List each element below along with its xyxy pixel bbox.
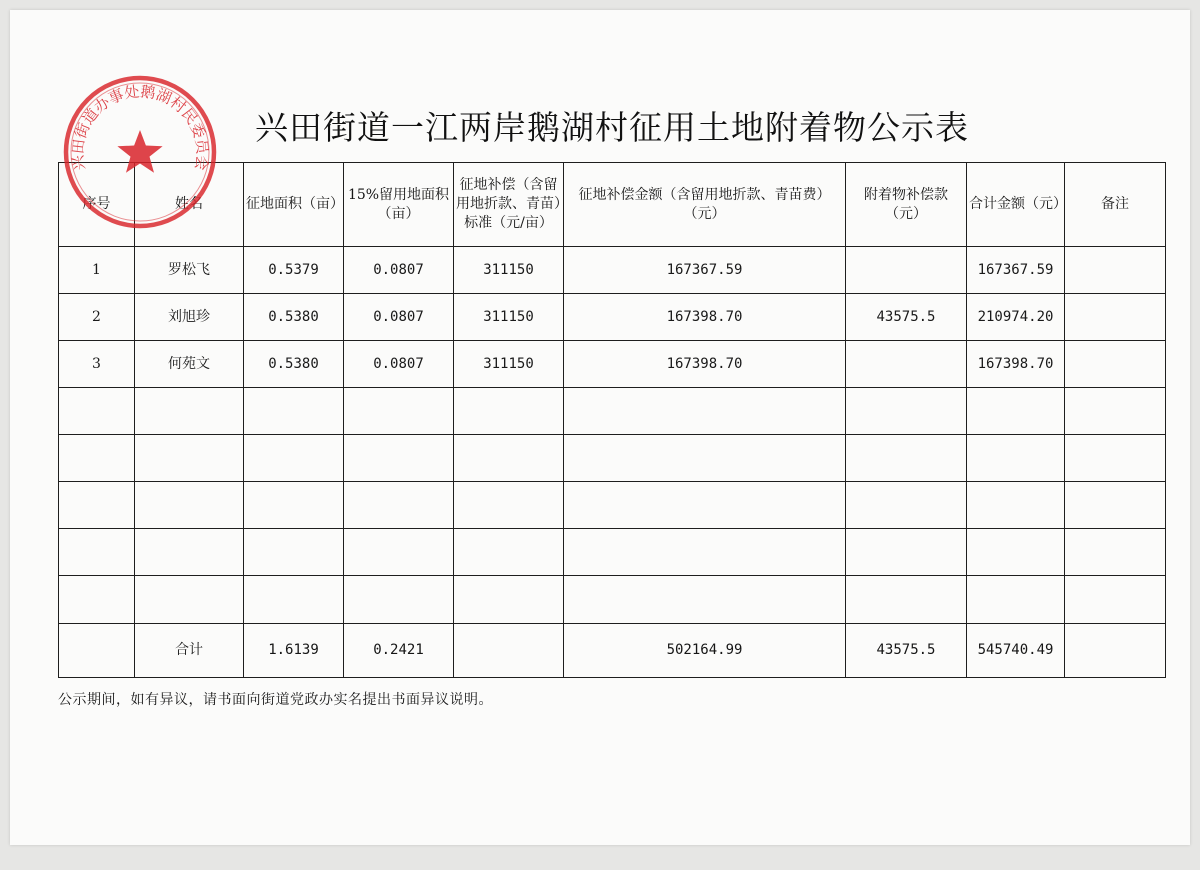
cell-compensation xyxy=(564,435,846,482)
cell-standard: 311150 xyxy=(454,341,564,388)
cell-standard xyxy=(454,388,564,435)
cell-index: 2 xyxy=(59,294,135,341)
cell-index: 3 xyxy=(59,341,135,388)
totals-index-cell xyxy=(59,624,135,678)
cell-reserved-area xyxy=(344,482,454,529)
totals-total: 545740.49 xyxy=(967,624,1065,678)
header-compensation: 征地补偿金额（含留用地折款、青苗费）（元） xyxy=(564,163,846,247)
cell-remark xyxy=(1065,576,1166,624)
cell-remark xyxy=(1065,529,1166,576)
cell-area: 0.5380 xyxy=(244,341,344,388)
cell-name: 何苑文 xyxy=(135,341,244,388)
table-header-row xyxy=(59,163,1166,247)
cell-compensation xyxy=(564,529,846,576)
cell-standard: 311150 xyxy=(454,294,564,341)
cell-name xyxy=(135,388,244,435)
cell-compensation: 167398.70 xyxy=(564,294,846,341)
cell-remark xyxy=(1065,247,1166,294)
cell-compensation xyxy=(564,482,846,529)
table-row xyxy=(59,388,1166,435)
cell-area xyxy=(244,576,344,624)
cell-remark xyxy=(1065,341,1166,388)
cell-total xyxy=(967,482,1065,529)
cell-reserved-area xyxy=(344,529,454,576)
cell-total: 167398.70 xyxy=(967,341,1065,388)
compensation-table xyxy=(58,162,1166,678)
cell-index xyxy=(59,576,135,624)
totals-compensation: 502164.99 xyxy=(564,624,846,678)
cell-standard: 311150 xyxy=(454,247,564,294)
cell-compensation: 167398.70 xyxy=(564,341,846,388)
cell-index: 1 xyxy=(59,247,135,294)
cell-area xyxy=(244,388,344,435)
cell-remark xyxy=(1065,388,1166,435)
totals-standard xyxy=(454,624,564,678)
header-name: 姓名 xyxy=(135,163,244,247)
cell-attachment xyxy=(846,482,967,529)
totals-remark xyxy=(1065,624,1166,678)
cell-total xyxy=(967,388,1065,435)
totals-row xyxy=(59,624,1166,678)
table-row xyxy=(59,576,1166,624)
cell-name xyxy=(135,435,244,482)
header-total: 合计金额（元） xyxy=(967,163,1065,247)
cell-name: 罗松飞 xyxy=(135,247,244,294)
cell-name xyxy=(135,482,244,529)
header-attachment: 附着物补偿款（元） xyxy=(846,163,967,247)
cell-attachment xyxy=(846,247,967,294)
cell-standard xyxy=(454,482,564,529)
cell-standard xyxy=(454,435,564,482)
cell-remark xyxy=(1065,435,1166,482)
seal-text xyxy=(69,82,212,171)
cell-attachment xyxy=(846,388,967,435)
header-reserved-area: 15%留用地面积（亩） xyxy=(344,163,454,247)
notice-footer: 公示期间，如有异议，请书面向街道党政办实名提出书面异议说明。 xyxy=(58,692,493,708)
cell-reserved-area xyxy=(344,388,454,435)
header-remark: 备注 xyxy=(1065,163,1166,247)
cell-area: 0.5380 xyxy=(244,294,344,341)
seal-text-path: 兴田街道办事处鹅湖村民委员会 xyxy=(68,82,212,172)
cell-standard xyxy=(454,529,564,576)
cell-attachment xyxy=(846,435,967,482)
cell-remark xyxy=(1065,294,1166,341)
cell-compensation xyxy=(564,576,846,624)
cell-area xyxy=(244,529,344,576)
page-title: 兴田街道一江两岸鹅湖村征用土地附着物公示表 xyxy=(255,108,969,147)
table-row xyxy=(59,529,1166,576)
header-area: 征地面积（亩） xyxy=(244,163,344,247)
cell-index xyxy=(59,435,135,482)
cell-reserved-area: 0.0807 xyxy=(344,247,454,294)
cell-total xyxy=(967,529,1065,576)
table-row xyxy=(59,247,1166,294)
totals-attachment: 43575.5 xyxy=(846,624,967,678)
cell-name xyxy=(135,529,244,576)
cell-index xyxy=(59,388,135,435)
cell-reserved-area: 0.0807 xyxy=(344,294,454,341)
table-row xyxy=(59,294,1166,341)
document-sheet xyxy=(10,10,1190,845)
cell-standard xyxy=(454,576,564,624)
totals-reserved-area: 0.2421 xyxy=(344,624,454,678)
cell-attachment xyxy=(846,529,967,576)
totals-area: 1.6139 xyxy=(244,624,344,678)
cell-compensation: 167367.59 xyxy=(564,247,846,294)
cell-total: 167367.59 xyxy=(967,247,1065,294)
cell-reserved-area xyxy=(344,576,454,624)
cell-total: 210974.20 xyxy=(967,294,1065,341)
cell-reserved-area: 0.0807 xyxy=(344,341,454,388)
cell-area xyxy=(244,482,344,529)
cell-area: 0.5379 xyxy=(244,247,344,294)
cell-reserved-area xyxy=(344,435,454,482)
cell-index xyxy=(59,482,135,529)
cell-total xyxy=(967,435,1065,482)
cell-name xyxy=(135,576,244,624)
cell-attachment xyxy=(846,576,967,624)
table-row xyxy=(59,482,1166,529)
header-standard: 征地补偿（含留用地折款、青苗）标准（元/亩） xyxy=(454,163,564,247)
table-row xyxy=(59,341,1166,388)
cell-attachment: 43575.5 xyxy=(846,294,967,341)
cell-attachment xyxy=(846,341,967,388)
table-row xyxy=(59,435,1166,482)
cell-compensation xyxy=(564,388,846,435)
cell-remark xyxy=(1065,482,1166,529)
totals-label: 合计 xyxy=(135,624,244,678)
cell-name: 刘旭珍 xyxy=(135,294,244,341)
cell-total xyxy=(967,576,1065,624)
cell-area xyxy=(244,435,344,482)
cell-index xyxy=(59,529,135,576)
header-index: 序号 xyxy=(59,163,135,247)
